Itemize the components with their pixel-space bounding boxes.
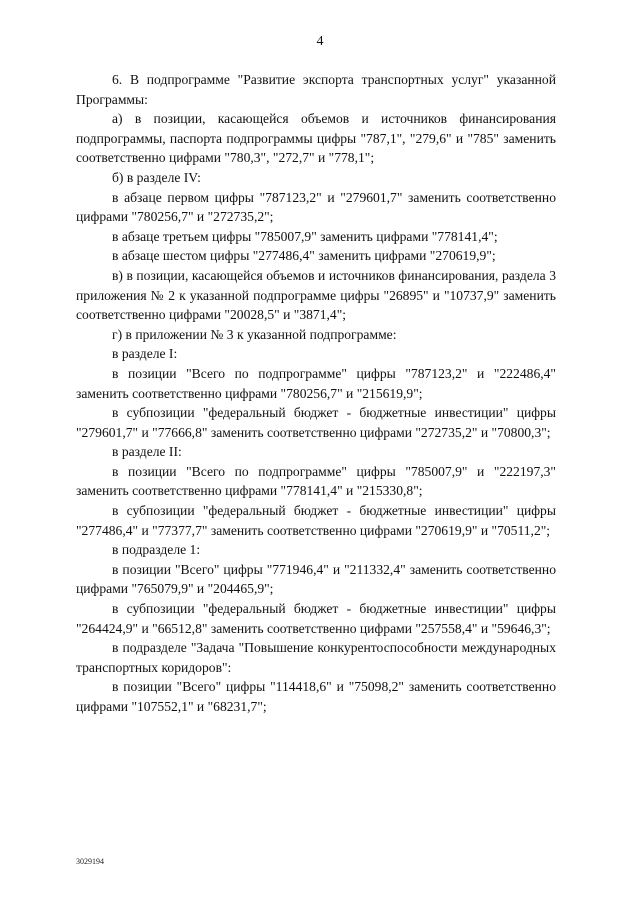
paragraph-subitem-v: в) в позиции, касающейся объемов и источников финансирования, раздела 3 приложения № 2 к указанной подпрограмме цифры "26895" и "10737,9" заменить соответственно цифрами "20028,5" и "3871,4"; (76, 267, 556, 323)
page-number: 4 (316, 34, 324, 49)
document-code: 3029194 (76, 857, 104, 866)
paragraph-abzac-first: в абзаце первом цифры "787123,2" и "279601,7" заменить соответственно цифрами "780256,7" и "272735,2"; (76, 189, 556, 225)
paragraph-section-1: в разделе I: (112, 346, 178, 362)
paragraph-subitem-a: а) в позиции, касающейся объемов и источников финансирования подпрограммы, паспорта подпрограммы цифры "787,1", "279,6" и "785" заменить соответственно цифрами "780,3", "272,7" и "778,1"; (76, 111, 556, 166)
paragraph-subitem-g: г) в приложении № 3 к указанной подпрограмме: (112, 326, 397, 342)
paragraph-abzac-sixth: в абзаце шестом цифры "277486,4" заменить цифрами "270619,9"; (112, 248, 496, 264)
paragraph-subsection-task: в подразделе "Задача "Повышение конкурентоспособности международных транспортных коридоров": (76, 640, 556, 675)
paragraph-subposition-subsection-1: в субпозиции "федеральный бюджет - бюджетные инвестиции" цифры "264424,9" и "66512,8" заменить соответственно цифрами "257558,4" и "59646,3"; (76, 601, 556, 636)
paragraph-abzac-third: в абзаце третьем цифры "785007,9" заменить цифрами "778141,4"; (112, 228, 498, 244)
paragraph-subposition-section-2: в субпозиции "федеральный бюджет - бюджетные инвестиции" цифры "277486,4" и "77377,7" заменить соответственно цифрами "270619,9" и "70511,2"; (76, 503, 556, 538)
document-body (76, 70, 556, 717)
paragraph-item-6: 6. В подпрограмме "Развитие экспорта транспортных услуг" указанной Программы: (76, 72, 556, 107)
paragraph-subsection-1: в подразделе 1: (112, 542, 201, 558)
paragraph-total-subsection-1: в позиции "Всего" цифры "771946,4" и "211332,4" заменить соответственно цифрами "765079,9" и "204465,9"; (76, 561, 556, 597)
paragraph-section-2: в разделе II: (112, 444, 182, 460)
paragraph-total-task: в позиции "Всего" цифры "114418,6" и "75098,2" заменить соответственно цифрами "107552,1" и "68231,7"; (76, 679, 556, 714)
paragraph-total-section-1: в позиции "Всего по подпрограмме" цифры "787123,2" и "222486,4" заменить соответственно цифрами "780256,7" и "215619,9"; (76, 365, 556, 401)
paragraph-subposition-section-1: в субпозиции "федеральный бюджет - бюджетные инвестиции" цифры "279601,7" и "77666,8" заменить соответственно цифрами "272735,2" и "70800,3"; (76, 405, 556, 440)
paragraph-total-section-2: в позиции "Всего по подпрограмме" цифры "785007,9" и "222197,3" заменить соответственно цифрами "778141,4" и "215330,8"; (76, 463, 556, 499)
paragraph-subitem-b: б) в разделе IV: (112, 169, 201, 185)
